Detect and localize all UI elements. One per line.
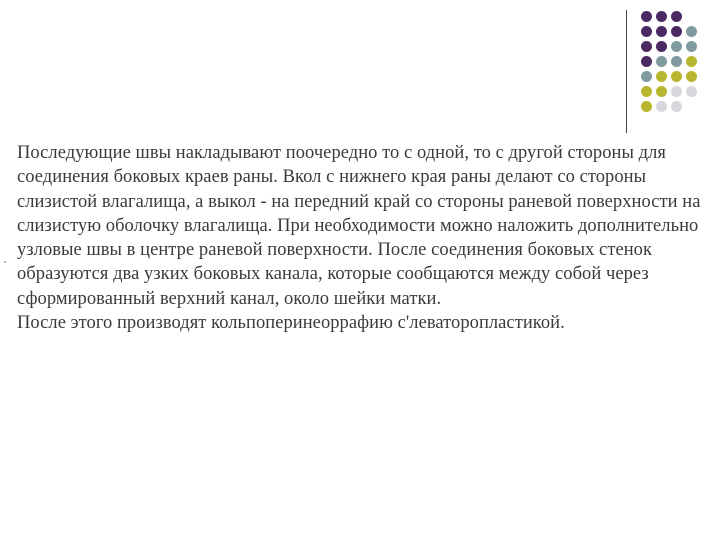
decorative-dot <box>686 56 697 67</box>
decorative-dot-grid <box>0 0 720 140</box>
decorative-dot <box>686 26 697 37</box>
decorative-dot <box>656 56 667 67</box>
decorative-dot <box>671 86 682 97</box>
decorative-dot <box>656 101 667 112</box>
slide-body-text <box>17 141 707 335</box>
decorative-dot <box>641 71 652 82</box>
decorative-dot <box>671 56 682 67</box>
decorative-dot <box>671 26 682 37</box>
decorative-dot <box>641 41 652 52</box>
decorative-dot <box>641 11 652 22</box>
decorative-dot <box>671 71 682 82</box>
decorative-dot <box>671 11 682 22</box>
decorative-dot <box>641 101 652 112</box>
decorative-dot <box>671 41 682 52</box>
decorative-dot <box>686 71 697 82</box>
stray-mark <box>4 261 6 263</box>
decorative-dot <box>641 86 652 97</box>
decorative-dot <box>656 71 667 82</box>
decorative-dot <box>686 41 697 52</box>
decorative-dot <box>641 56 652 67</box>
decorative-dot <box>641 26 652 37</box>
decorative-dot <box>656 41 667 52</box>
decorative-dot <box>656 11 667 22</box>
decorative-dot <box>656 26 667 37</box>
body-paragraph: Последующие швы накладывают поочередно то с одной, то с другой стороны для соединения боковых краев раны. Вкол с нижнего края раны делают со стороны слизистой влагалища, а выкол - на передний край со стороны раневой поверхности на слизистую оболочку влагалища. При необходимости можно наложить дополнительно узловые швы в центре раневой поверхности. После соединения боковых стенок образуются два узких боковых канала, которые сообщаются между собой через сформированный верхний канал, около шейки матки. <box>17 143 701 309</box>
decorative-dot <box>671 101 682 112</box>
decorative-vertical-line <box>626 10 627 133</box>
decorative-dot <box>686 86 697 97</box>
decorative-dot <box>656 86 667 97</box>
body-paragraph: После этого производят кольпоперинеоррафию с'леваторопластикой. <box>17 313 565 334</box>
